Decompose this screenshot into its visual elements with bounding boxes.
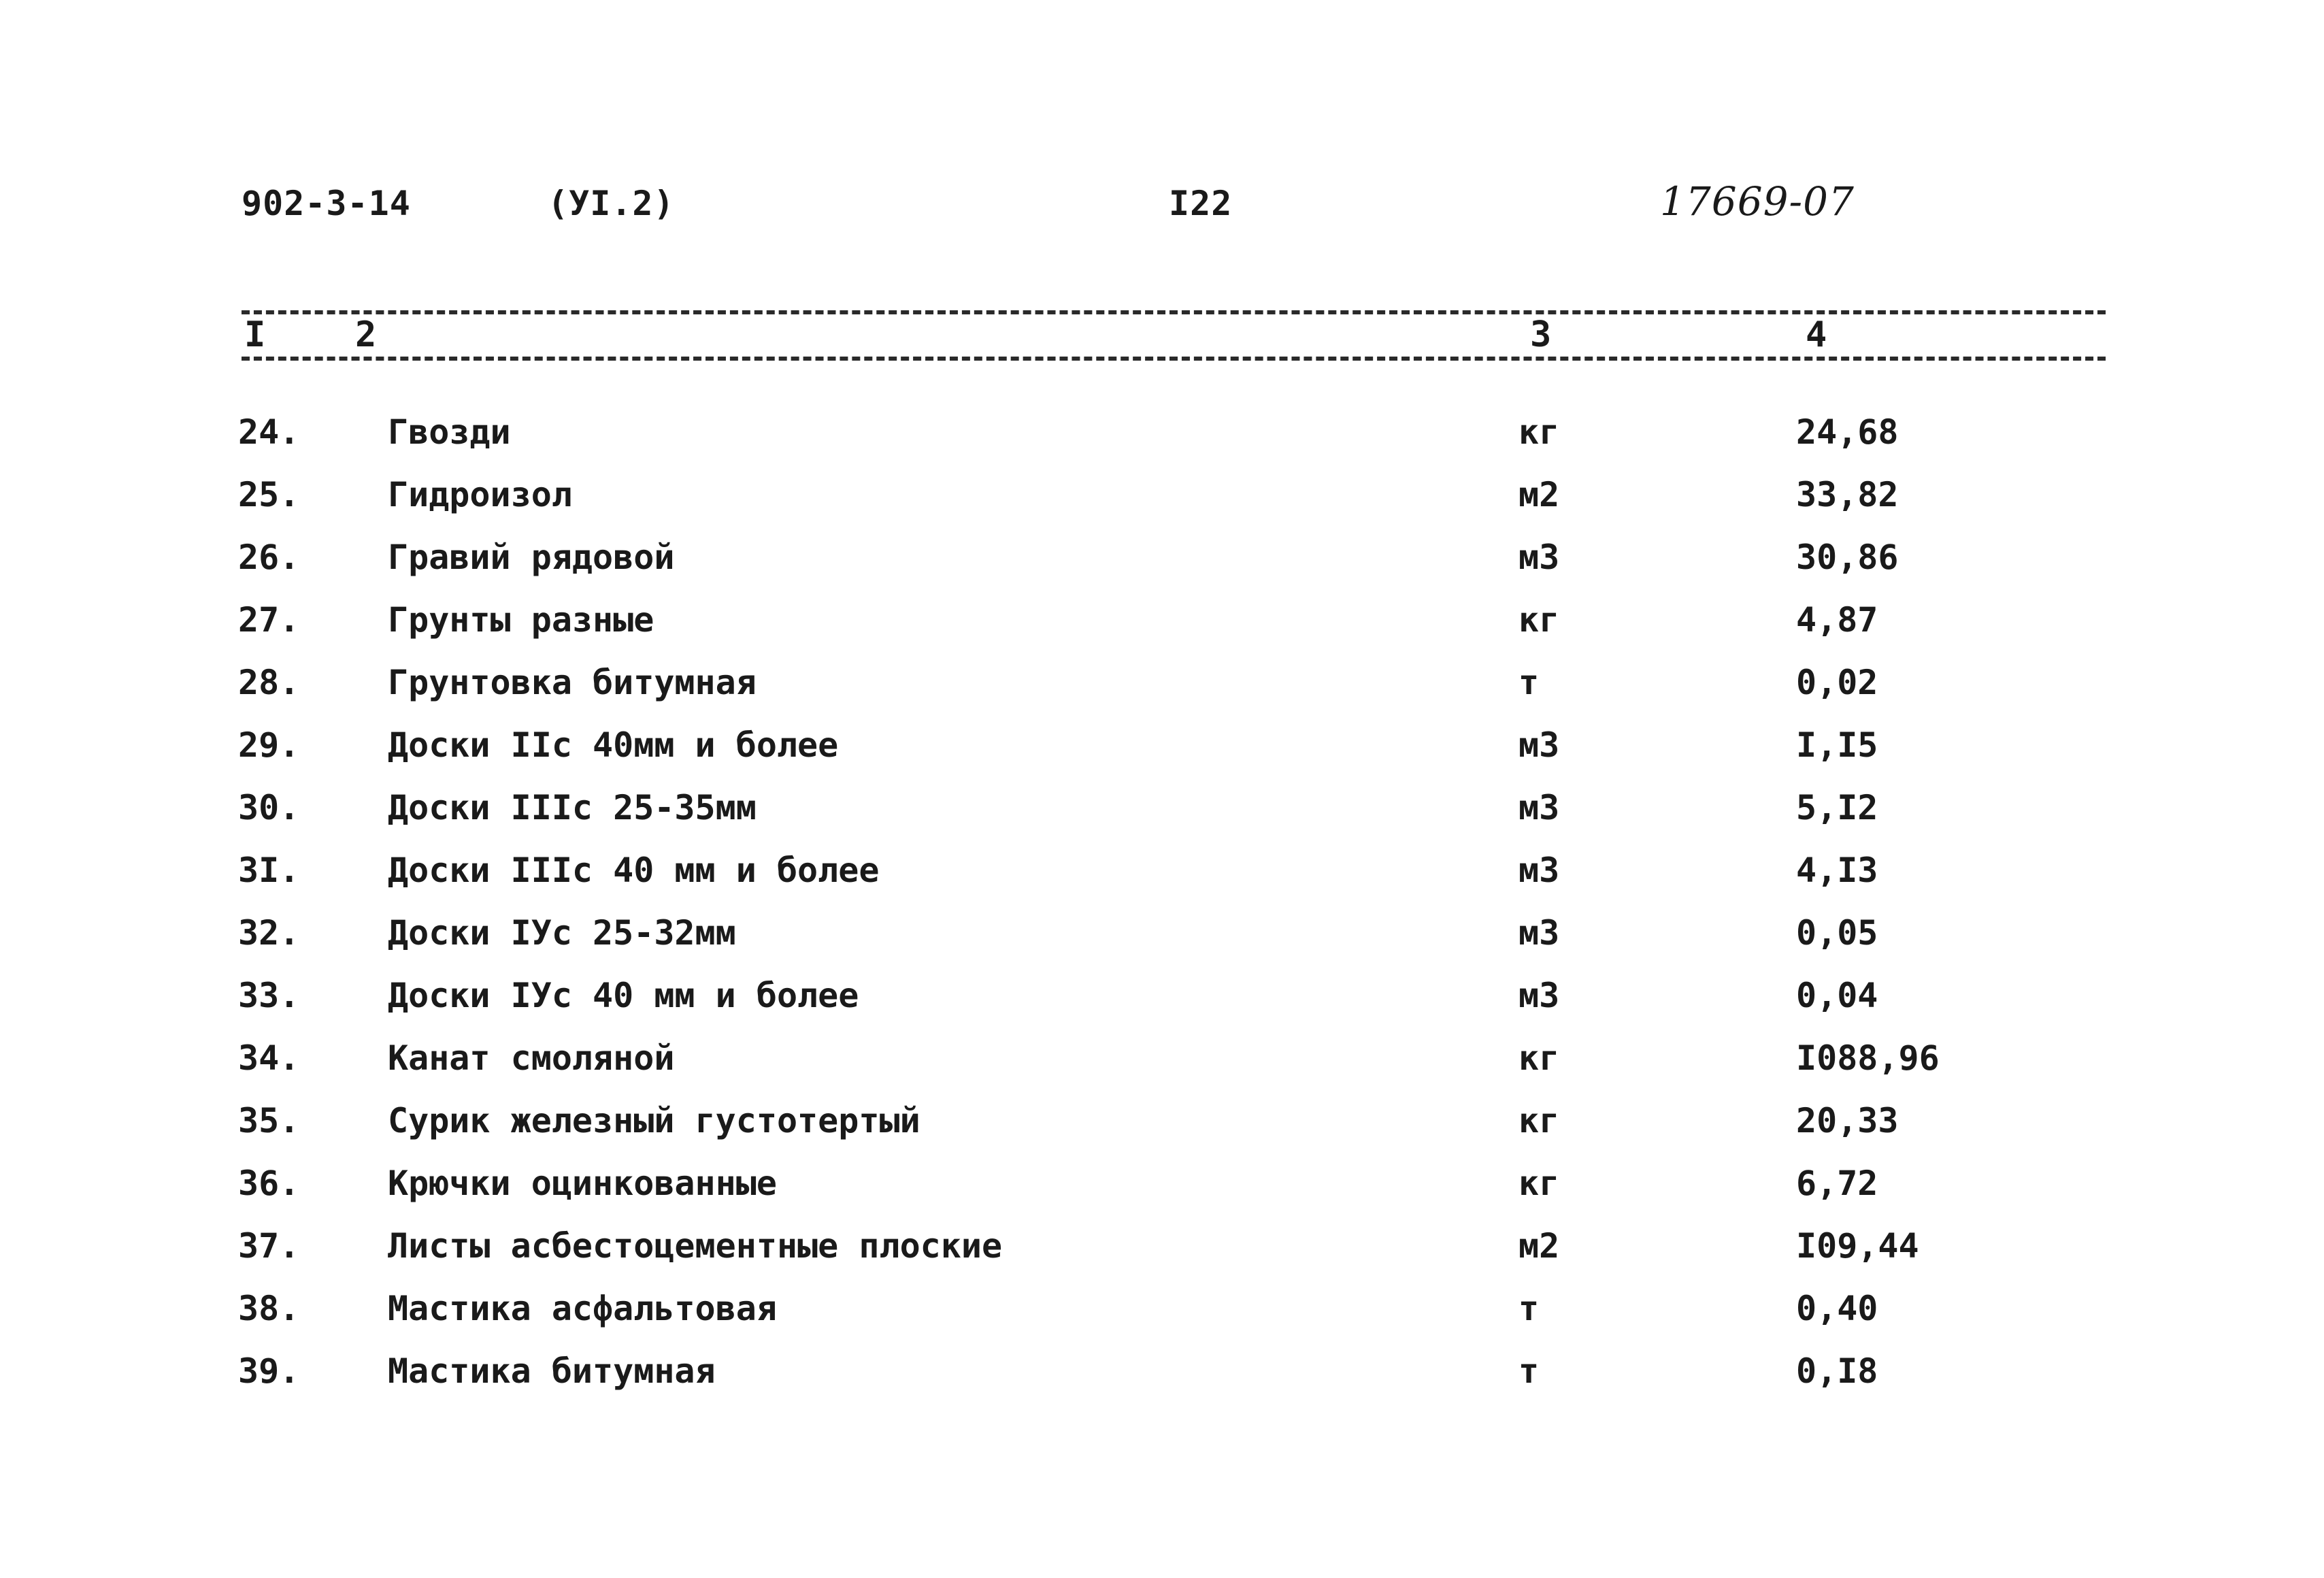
table-row: [0, 1034, 2324, 1097]
table-header-rule: [242, 357, 2106, 361]
unit: м3: [1518, 913, 1560, 953]
quantity: 0,40: [1796, 1289, 1878, 1328]
unit: м3: [1518, 725, 1560, 765]
row-number: 38.: [238, 1289, 300, 1328]
material-name: Доски IУс 40 мм и более: [388, 976, 859, 1015]
table-row: [0, 596, 2324, 659]
quantity: 30,86: [1796, 538, 1899, 577]
material-name: Грунтовка битумная: [388, 663, 757, 702]
unit: м2: [1518, 1226, 1560, 1266]
order-number: 17669-07: [1660, 178, 1855, 225]
material-name: Мастика битумная: [388, 1351, 716, 1391]
section-number: (УI.2): [548, 184, 675, 223]
material-name: Гвозди: [388, 412, 511, 452]
unit: т: [1518, 663, 1540, 702]
unit: м3: [1518, 851, 1560, 890]
material-name: Канат смоляной: [388, 1038, 675, 1078]
quantity: 0,04: [1796, 976, 1878, 1015]
unit: м3: [1518, 538, 1560, 577]
row-number: 33.: [238, 976, 300, 1015]
row-number: 29.: [238, 725, 300, 765]
quantity: I088,96: [1796, 1038, 1940, 1078]
quantity: 24,68: [1796, 412, 1899, 452]
column-header-2: 2: [352, 314, 379, 355]
quantity: 0,I8: [1796, 1351, 1878, 1391]
row-number: 28.: [238, 663, 300, 702]
table-row: [0, 972, 2324, 1034]
material-name: Доски IIс 40мм и более: [388, 725, 839, 765]
material-name: Грунты разные: [388, 600, 654, 640]
quantity: 0,05: [1796, 913, 1878, 953]
row-number: 25.: [238, 475, 300, 514]
material-name: Доски IIIс 40 мм и более: [388, 851, 880, 890]
row-number: 34.: [238, 1038, 300, 1078]
unit: м3: [1518, 788, 1560, 827]
material-name: Крючки оцинкованные: [388, 1164, 777, 1203]
row-number: 3I.: [238, 851, 300, 890]
quantity: 0,02: [1796, 663, 1878, 702]
table-row: [0, 1285, 2324, 1347]
table-row: [0, 1097, 2324, 1160]
row-number: 24.: [238, 412, 300, 452]
unit: т: [1518, 1289, 1540, 1328]
quantity: 6,72: [1796, 1164, 1878, 1203]
row-number: 39.: [238, 1351, 300, 1391]
column-header-3: 3: [1527, 314, 1554, 355]
material-name: Доски IУс 25-32мм: [388, 913, 736, 953]
unit: кг: [1518, 412, 1560, 452]
table-row: [0, 471, 2324, 533]
quantity: I09,44: [1796, 1226, 1919, 1266]
unit: т: [1518, 1351, 1540, 1391]
column-header-1: I: [242, 314, 268, 355]
row-number: 26.: [238, 538, 300, 577]
unit: кг: [1518, 600, 1560, 640]
row-number: 27.: [238, 600, 300, 640]
table-row: [0, 533, 2324, 596]
column-header-4: 4: [1803, 314, 1829, 355]
material-name: Листы асбестоцементные плоские: [388, 1226, 1003, 1266]
quantity: I,I5: [1796, 725, 1878, 765]
row-number: 36.: [238, 1164, 300, 1203]
table-row: [0, 659, 2324, 721]
material-name: Мастика асфальтовая: [388, 1289, 777, 1328]
unit: м2: [1518, 475, 1560, 514]
quantity: 33,82: [1796, 475, 1899, 514]
unit: кг: [1518, 1164, 1560, 1203]
table-row: [0, 846, 2324, 909]
row-number: 30.: [238, 788, 300, 827]
material-name: Гравий рядовой: [388, 538, 675, 577]
quantity: 4,I3: [1796, 851, 1878, 890]
quantity: 5,I2: [1796, 788, 1878, 827]
material-name: Гидроизол: [388, 475, 572, 514]
material-name: Сурик железный густотертый: [388, 1101, 920, 1140]
quantity: 20,33: [1796, 1101, 1899, 1140]
row-number: 35.: [238, 1101, 300, 1140]
unit: кг: [1518, 1101, 1560, 1140]
material-name: Доски IIIс 25-35мм: [388, 788, 757, 827]
table-row: [0, 1160, 2324, 1222]
table-row: [0, 408, 2324, 471]
row-number: 32.: [238, 913, 300, 953]
table-row: [0, 1347, 2324, 1410]
page-number: I22: [1169, 184, 1233, 223]
quantity: 4,87: [1796, 600, 1878, 640]
document-code: 902-3-14: [242, 184, 411, 223]
table-row: [0, 1222, 2324, 1285]
table-row: [0, 721, 2324, 784]
table-row: [0, 909, 2324, 972]
unit: м3: [1518, 976, 1560, 1015]
table-row: [0, 784, 2324, 846]
row-number: 37.: [238, 1226, 300, 1266]
unit: кг: [1518, 1038, 1560, 1078]
